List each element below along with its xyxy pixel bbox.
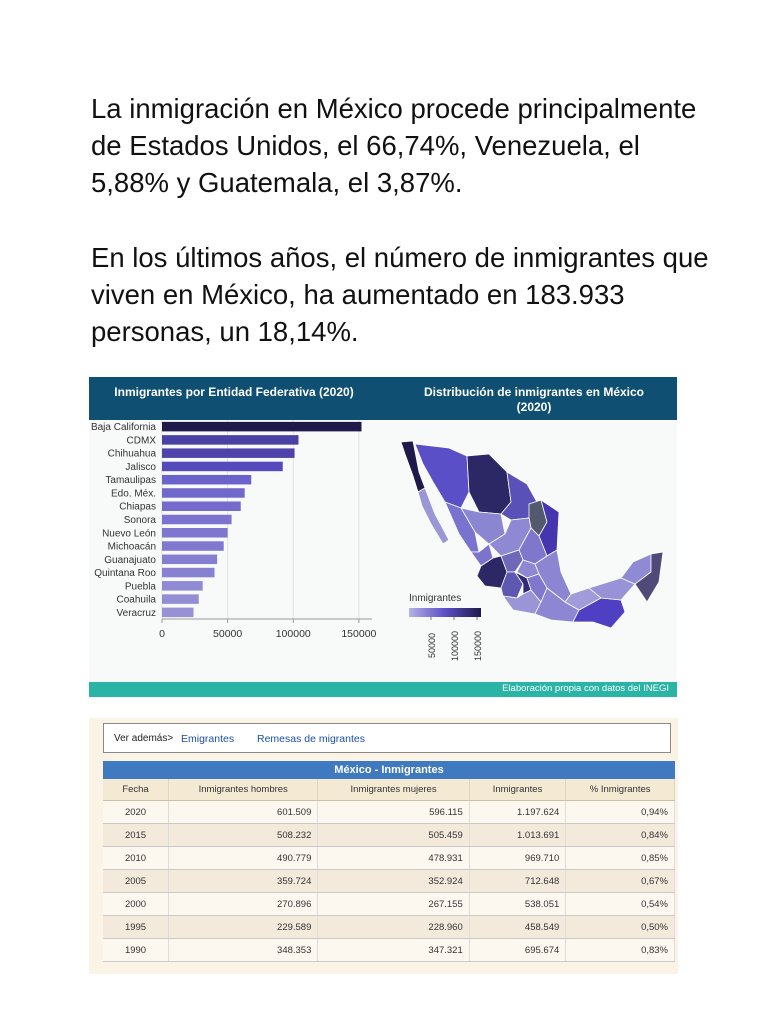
table-cell: 1.013.691	[469, 824, 566, 847]
category-label: Chihuahua	[107, 448, 156, 460]
bar	[162, 435, 299, 445]
category-label: Nuevo León	[102, 528, 156, 540]
legend-tick-label: 50000	[427, 632, 437, 658]
emigrantes-link[interactable]: Emigrantes	[181, 733, 235, 745]
legend-tick-label: 150000	[473, 630, 483, 661]
intro-paragraph-2: En los últimos años, el número de inmigrantes que viven en México, ha aumentado en 183.933 personas, un 18,14%.	[91, 242, 709, 347]
table-cell: 2010	[103, 847, 169, 870]
table-cell: 695.674	[469, 939, 566, 962]
column-header: Fecha	[103, 779, 169, 801]
table-cell: 228.960	[318, 916, 469, 939]
bar	[162, 501, 241, 511]
column-header: Inmigrantes	[469, 779, 566, 801]
table-row	[103, 916, 675, 939]
table-cell: 490.779	[169, 847, 318, 870]
table-header-row	[103, 779, 675, 801]
table-cell: 270.896	[169, 893, 318, 916]
intro-paragraph-1: La inmigración en México procede principalmente de Estados Unidos, el 66,74%, Venezuela, el 5,88% y Guatemala, el 3,87%.	[91, 93, 697, 198]
see-also-box	[103, 723, 671, 753]
table-cell: 596.115	[318, 801, 469, 824]
legend-color-bar	[409, 608, 481, 617]
table-row	[103, 847, 675, 870]
table-cell: 0,50%	[566, 916, 675, 939]
table-cell: 601.509	[169, 801, 318, 824]
table-cell: 478.931	[318, 847, 469, 870]
table-cell: 1990	[103, 939, 169, 962]
source-footer	[89, 682, 677, 697]
bar	[162, 462, 283, 472]
table-cell: 538.051	[469, 893, 566, 916]
x-tick-label: 150000	[341, 628, 377, 640]
table-cell: 0,94%	[566, 801, 675, 824]
table-cell: 0,54%	[566, 893, 675, 916]
category-label: Michoacán	[107, 541, 156, 553]
bar	[162, 594, 199, 604]
map-region-chihuahua	[467, 454, 511, 514]
table-cell: 267.155	[318, 893, 469, 916]
category-label: CDMX	[126, 435, 156, 447]
table-row	[103, 801, 675, 824]
table-cell: 229.589	[169, 916, 318, 939]
table-cell: 712.648	[469, 870, 566, 893]
category-label: Chiapas	[119, 501, 156, 513]
x-tick-label: 100000	[275, 628, 311, 640]
table-cell: 347.321	[318, 939, 469, 962]
legend-tick-label: 100000	[450, 630, 460, 661]
bar	[162, 608, 194, 618]
x-tick-label: 0	[159, 628, 165, 640]
category-label: Coahuila	[116, 594, 156, 606]
column-header: Inmigrantes hombres	[169, 779, 318, 801]
category-label: Edo. Méx.	[110, 488, 156, 500]
bar	[162, 568, 215, 578]
category-label: Baja California	[90, 422, 156, 434]
bar	[162, 488, 245, 498]
table-cell: 348.353	[169, 939, 318, 962]
table-cell: 352.924	[318, 870, 469, 893]
table-cell: 1995	[103, 916, 169, 939]
bar	[162, 475, 251, 485]
bar	[162, 448, 295, 458]
table-cell: 0,67%	[566, 870, 675, 893]
category-label: Veracruz	[116, 607, 156, 619]
immigrants-table	[103, 761, 675, 962]
bar	[162, 581, 203, 591]
category-label: Quintana Roo	[94, 568, 156, 580]
category-label: Sonora	[123, 515, 156, 526]
table-cell: 0,84%	[566, 824, 675, 847]
bar	[162, 541, 224, 551]
table-cell: 508.232	[169, 824, 318, 847]
table-cell: 1.197.624	[469, 801, 566, 824]
table-cell: 0,85%	[566, 847, 675, 870]
category-label: Puebla	[124, 581, 156, 593]
column-header: Inmigrantes mujeres	[318, 779, 469, 801]
table-row	[103, 939, 675, 962]
table-cell: 505.459	[318, 824, 469, 847]
source-note: Elaboración propia con datos del INEGI	[502, 683, 669, 694]
state-bar-chart	[89, 420, 389, 680]
x-tick-label: 50000	[213, 628, 243, 640]
bar	[162, 515, 232, 525]
table-row	[103, 824, 675, 847]
remesas-link[interactable]: Remesas de migrantes	[257, 733, 365, 745]
bar-chart-title: Inmigrantes por Entidad Federativa (2020)	[114, 385, 354, 399]
table-cell: 2020	[103, 801, 169, 824]
map-title: Distribución de inmigrantes en México (2020)	[423, 385, 645, 414]
category-label: Guanajuato	[104, 554, 156, 566]
table-title: México - Inmigrantes	[103, 761, 675, 779]
bar	[162, 422, 362, 432]
table-cell: 0,83%	[566, 939, 675, 962]
map-legend-title: Inmigrantes	[409, 593, 462, 604]
table-row	[103, 870, 675, 893]
category-label: Jalisco	[125, 461, 156, 473]
table-cell: 2000	[103, 893, 169, 916]
column-header: % Inmigrantes	[566, 779, 675, 801]
table-row	[103, 893, 675, 916]
table-cell: 2005	[103, 870, 169, 893]
category-label: Tamaulipas	[105, 475, 156, 487]
bar	[162, 528, 228, 538]
immigration-infographic	[89, 377, 677, 699]
bar	[162, 555, 217, 565]
table-cell: 969.710	[469, 847, 566, 870]
map-legend	[407, 606, 487, 666]
table-cell: 359.724	[169, 870, 318, 893]
see-also-label: Ver además>	[114, 733, 174, 744]
table-cell: 2015	[103, 824, 169, 847]
infographic-header	[89, 377, 677, 420]
immigrants-table-section	[89, 718, 678, 974]
table-cell: 458.549	[469, 916, 566, 939]
